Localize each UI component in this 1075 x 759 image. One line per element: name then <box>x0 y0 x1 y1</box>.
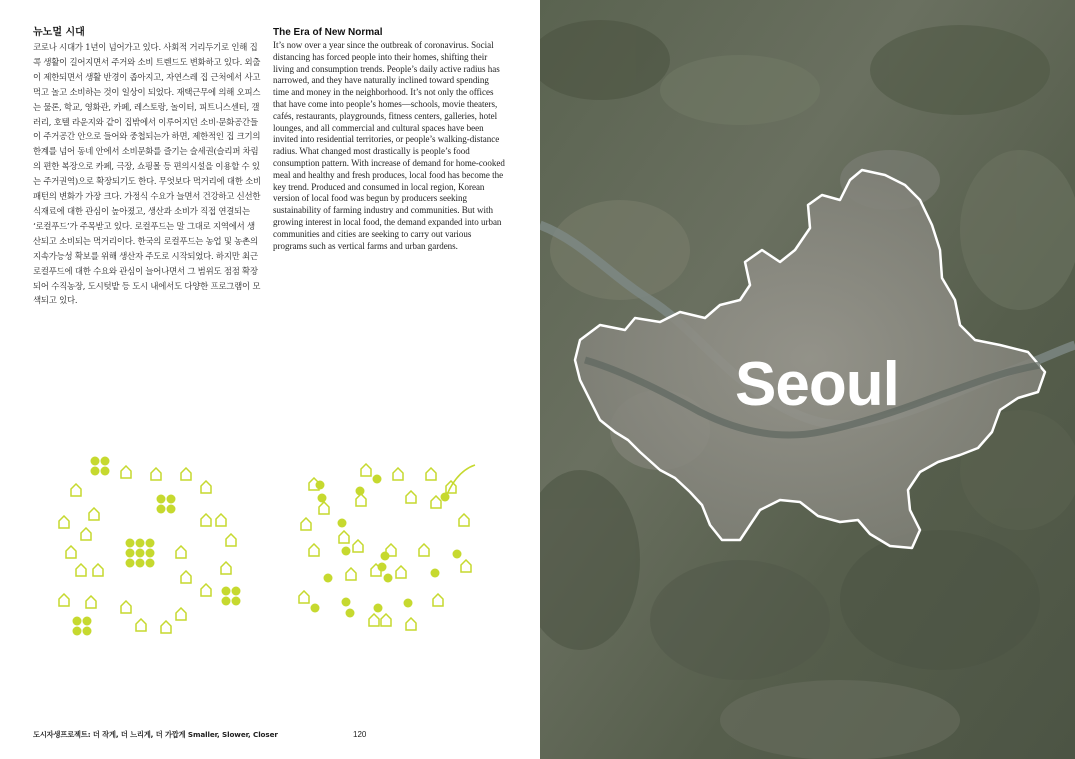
house-icons-right <box>299 464 471 630</box>
food-dots-right <box>311 475 462 618</box>
scattered-houses-diagram <box>50 455 260 645</box>
map-title: Seoul <box>735 350 899 419</box>
english-heading: The Era of New Normal <box>273 27 383 38</box>
book-title-footer: 도시자생프로젝트: 더 작게, 더 느리게, 더 가깝게 Smaller, Slower, Closer <box>33 730 278 739</box>
satellite-map-page <box>540 0 1075 759</box>
korean-heading: 뉴노멀 시대 <box>33 27 85 38</box>
english-column <box>273 26 505 252</box>
english-body-text: It’s now over a year since the outbreak of coronavirus. Social distancing has forced people into their homes, shifting their living and consumption trends. People’s daily active radius has narrowed, and they have naturally inclined toward spending time and money in the neighborhood. It’s not only the offices that have come into people’s homes—schools, movie theaters, cafés, restaurants, playgrounds, fitness centers, galleries, hotel lounges, and all commercial and cultural spaces have been invited into residential territories, or people’s walking-distance radius. What changed most drastically is people’s food consumption pattern. With increase of demand for home-cooked meal and healthy and fresh produces, local food has become the key trend. Produced and consumed in local region, Korean version of local food was begun by producers seeking sustainability of farming industry and communities. But with growing interest in local food, the demand expanded into urban communities and cities are seeking to carry out various programs such as vertical farms and urban gardens. <box>273 40 505 251</box>
korean-body-text: 코로나 시대가 1년이 넘어가고 있다. 사회적 거리두기로 인해 집콕 생활이 길어지면서 주거와 소비 트렌드도 변화하고 있다. 외출이 제한되면서 생활 반경이 좁아지고, 자연스레 집 근처에서 사고 먹고 놀고 소비하는 것이 일상이 되었다. 재택근무에 의해 오피스는 물론, 학교, 영화관, 카페, 레스토랑, 놀이터, 피트니스센터, 갤러리, 호텔 라운지와 같이 집밖에서 이루어지던 소비·문화공간들이 주거공간 안으로 들어와 중첩되는가 하면, 제한적인 집 크기의 한계를 넘어 동네 안에서 소비문화를 즐기는 슬세권(슬리퍼 차림의 편한 복장으로 카페, 극장, 쇼핑몰 등 편의시설을 이용할 수 있는 주거권역)으로 확장되기도 한다. 무엇보다 먹거리에 대한 소비패턴의 변화가 가장 크다. 가정식 수요가 늘면서 건강하고 신선한 식재료에 대한 관심이 높아졌고, 생산과 소비가 직접 연결되는 ‘로컬푸드’가 주목받고 있다. 로컬푸드는 말 그대로 지역에서 생산되고 소비되는 먹거리이다. 한국의 로컬푸드는 농업 및 농촌의 지속가능성 확보를 위해 생산자 주도로 시작되었다. 하지만 최근 로컬푸드에 대한 수요와 관심이 늘어나면서 그 범위도 점점 확장되어 수직농장, 도시텃밭 등 도시 내에서도 다양한 프로그램이 모색되고 있다. <box>33 42 261 306</box>
korean-column <box>33 26 261 308</box>
food-dot-clusters-left <box>73 457 241 636</box>
seoul-satellite-map <box>540 0 1075 759</box>
page-number: 120 <box>353 730 367 739</box>
distributed-houses-diagram <box>290 455 490 645</box>
